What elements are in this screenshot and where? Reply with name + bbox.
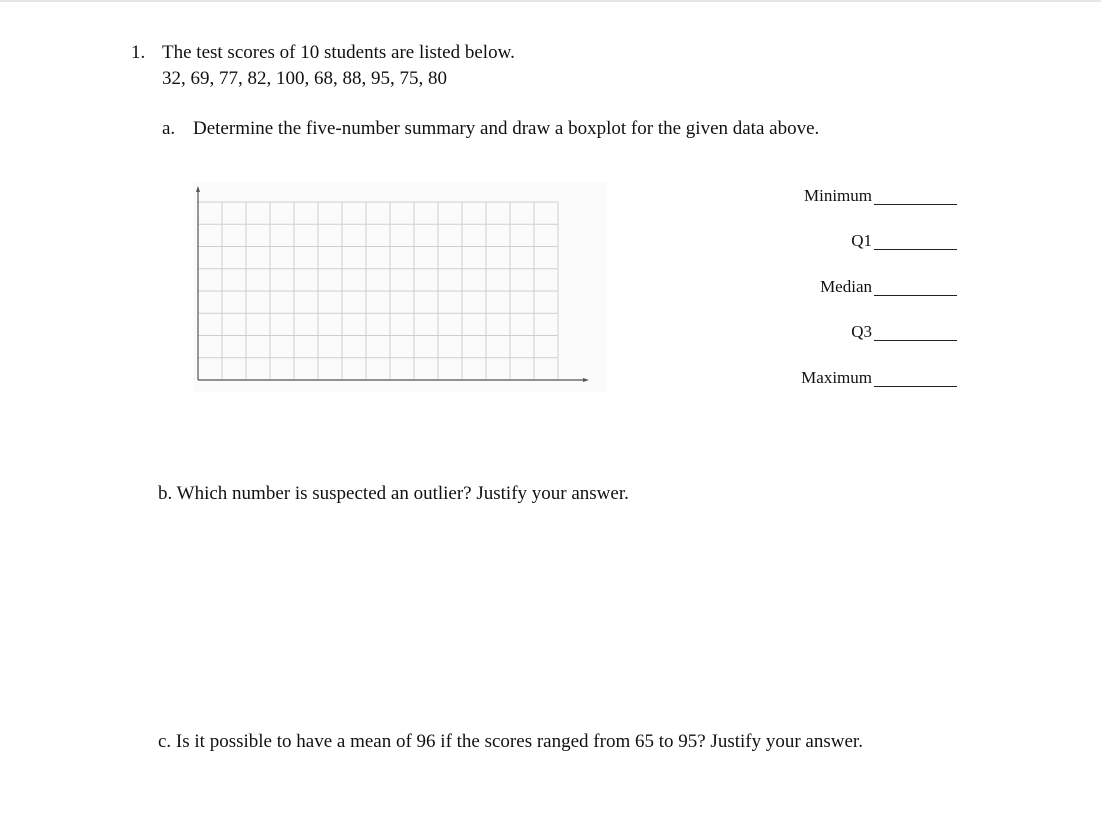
summary-maximum-label: Maximum — [801, 368, 872, 387]
summary-minimum-blank — [874, 204, 957, 205]
part-a-label: a. — [162, 118, 176, 139]
summary-minimum-label: Minimum — [803, 186, 872, 205]
part-a-prompt: Determine the five-number summary and draw a boxplot for the given data above. — [193, 118, 820, 139]
summary-q1-blank — [874, 249, 957, 250]
page-top-border — [0, 0, 1101, 2]
summary-median-blank — [874, 295, 957, 296]
question-number: 1. — [131, 42, 146, 63]
part-c-prompt: c. Is it possible to have a mean of 96 if the scores ranged from 65 to 95? Justify your answer. — [158, 731, 863, 752]
grid-background — [193, 182, 607, 392]
summary-q3-label: Q3 — [851, 322, 872, 341]
summary-q3-blank — [874, 340, 957, 341]
question-stem: The test scores of 10 students are listed below. — [162, 42, 515, 63]
question-data-values: 32, 69, 77, 82, 100, 68, 88, 95, 75, 80 — [162, 68, 447, 89]
summary-median-label: Median — [820, 277, 872, 296]
summary-q1-label: Q1 — [851, 231, 872, 250]
summary-maximum-blank — [874, 386, 957, 387]
boxplot-grid — [193, 182, 607, 392]
part-b-prompt: b. Which number is suspected an outlier? Justify your answer. — [158, 483, 629, 504]
